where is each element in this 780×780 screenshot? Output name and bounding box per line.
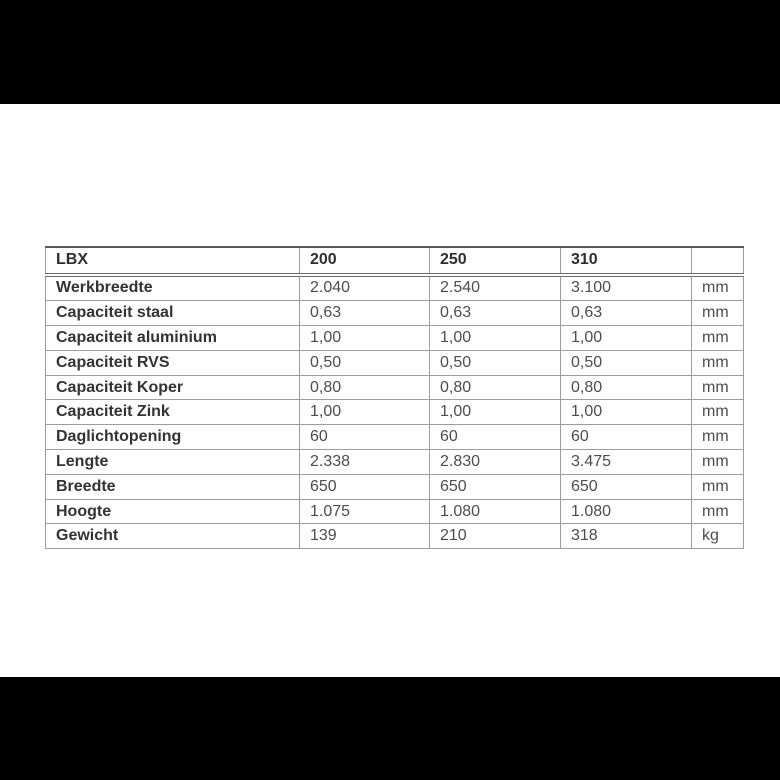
value-cell: 650 — [430, 474, 561, 499]
spec-table-container — [45, 246, 743, 549]
unit-cell: mm — [692, 275, 744, 301]
table-row — [46, 499, 744, 524]
value-cell: 2.830 — [430, 450, 561, 475]
unit-cell: mm — [692, 425, 744, 450]
value-cell: 0,50 — [430, 350, 561, 375]
value-cell: 1.075 — [300, 499, 430, 524]
value-cell: 0,80 — [430, 375, 561, 400]
value-cell: 0,80 — [300, 375, 430, 400]
unit-cell: mm — [692, 301, 744, 326]
row-label: Lengte — [46, 450, 300, 475]
value-cell: 60 — [430, 425, 561, 450]
value-cell: 60 — [561, 425, 692, 450]
unit-cell: mm — [692, 350, 744, 375]
value-cell: 1,00 — [300, 326, 430, 351]
table-row — [46, 450, 744, 475]
unit-cell: mm — [692, 326, 744, 351]
value-cell: 1,00 — [561, 400, 692, 425]
unit-cell: kg — [692, 524, 744, 549]
bottom-letterbox-bar — [0, 677, 780, 780]
unit-cell: mm — [692, 400, 744, 425]
value-cell: 2.540 — [430, 275, 561, 301]
value-cell: 139 — [300, 524, 430, 549]
header-cell-model-200: 200 — [300, 247, 430, 275]
row-label: Werkbreedte — [46, 275, 300, 301]
row-label: Daglichtopening — [46, 425, 300, 450]
table-row — [46, 275, 744, 301]
row-label: Breedte — [46, 474, 300, 499]
header-row — [46, 247, 744, 275]
row-label: Capaciteit staal — [46, 301, 300, 326]
value-cell: 1,00 — [561, 326, 692, 351]
value-cell: 3.475 — [561, 450, 692, 475]
table-row — [46, 301, 744, 326]
value-cell: 0,80 — [561, 375, 692, 400]
unit-cell: mm — [692, 499, 744, 524]
top-letterbox-bar — [0, 0, 780, 104]
row-label: Hoogte — [46, 499, 300, 524]
value-cell: 1,00 — [430, 326, 561, 351]
value-cell: 2.040 — [300, 275, 430, 301]
header-cell-model-250: 250 — [430, 247, 561, 275]
row-label: Capaciteit RVS — [46, 350, 300, 375]
value-cell: 2.338 — [300, 450, 430, 475]
value-cell: 1,00 — [430, 400, 561, 425]
value-cell: 60 — [300, 425, 430, 450]
value-cell: 0,50 — [561, 350, 692, 375]
table-row — [46, 400, 744, 425]
value-cell: 210 — [430, 524, 561, 549]
spec-table-body — [46, 275, 744, 549]
value-cell: 1.080 — [430, 499, 561, 524]
header-cell-model-name: LBX — [46, 247, 300, 275]
value-cell: 650 — [300, 474, 430, 499]
unit-cell: mm — [692, 375, 744, 400]
header-cell-unit — [692, 247, 744, 275]
value-cell: 1.080 — [561, 499, 692, 524]
row-label: Capaciteit Koper — [46, 375, 300, 400]
value-cell: 3.100 — [561, 275, 692, 301]
value-cell: 0,50 — [300, 350, 430, 375]
value-cell: 0,63 — [300, 301, 430, 326]
table-row — [46, 425, 744, 450]
row-label: Gewicht — [46, 524, 300, 549]
table-row — [46, 326, 744, 351]
table-row — [46, 524, 744, 549]
header-cell-model-310: 310 — [561, 247, 692, 275]
spec-table — [45, 246, 744, 549]
value-cell: 0,63 — [561, 301, 692, 326]
unit-cell: mm — [692, 474, 744, 499]
value-cell: 0,63 — [430, 301, 561, 326]
table-row — [46, 350, 744, 375]
unit-cell: mm — [692, 450, 744, 475]
row-label: Capaciteit Zink — [46, 400, 300, 425]
value-cell: 650 — [561, 474, 692, 499]
table-row — [46, 375, 744, 400]
row-label: Capaciteit aluminium — [46, 326, 300, 351]
value-cell: 1,00 — [300, 400, 430, 425]
table-row — [46, 474, 744, 499]
value-cell: 318 — [561, 524, 692, 549]
